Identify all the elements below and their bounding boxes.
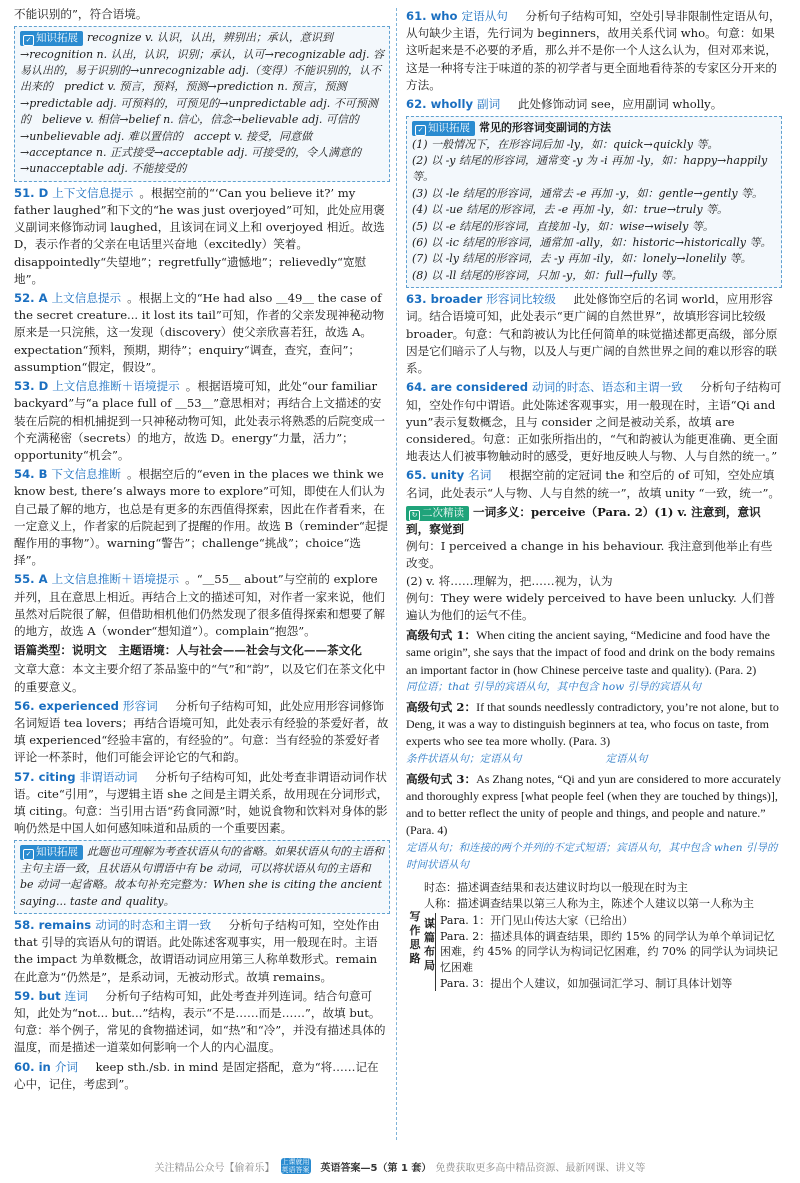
footer-right-text: 免费获取更多高中精品资源、最新网课、讲义等	[435, 1162, 646, 1174]
column-divider	[396, 8, 397, 1140]
outline-person: 人称：描述调查结果以第三人称为主，陈述个人建议以第一人称为主	[424, 896, 754, 910]
annotation: 同位语；that 引导的宾语从句，其中包含 how 引导的宾语从句	[406, 680, 702, 693]
intro-line: 不能识别的”，符合语境。	[14, 7, 148, 21]
answer-54: 54. B 下文信息推断 。根据空后的“even in the places we think we know best, there’s always more to explore”可知，即使在人们认为自己最了解的地方，也总是有更多的东西值得探索，因此在作者看来，在一定意义上，作者家的后院起到了提醒的作用。故选 B（reminder“起提醒作用的事物”）。warning“警告”；challenge“挑战”；choice“选择”。	[14, 467, 388, 568]
answer-62: 62. wholly 副词 此处修饰动词 see，应用副词 wholly。	[406, 97, 723, 112]
genre-line: 语篇类型：说明文 主题语境：人与社会——社会与文化——茶文化	[14, 643, 362, 658]
repeat-icon: ↻	[409, 510, 420, 521]
adverb-rules-list	[412, 137, 776, 285]
rule-item: (3) 以 -le 结尾的形容词，通常去 -e 再加 -y，如：gentle→gently 等。	[412, 186, 764, 200]
advanced-sentence-2: 高级句式 2：If that sounds needlessly contradictory, you’re not alone, but to Deng, it was a way to distinguish beginners at tea, who focus on taste, from experts who see tea more wholly. (Para. 3) 条件状语从句；定语从句 定语从句	[406, 699, 782, 768]
rule-item: (1) 一般情况下，在形容词后加 -ly，如：quick→quickly 等。	[412, 137, 719, 151]
knowledge-tag: ✓ 知识拓展	[20, 845, 83, 860]
outline-paragraphs	[435, 913, 782, 991]
outline-body	[424, 880, 782, 991]
answer-58: 58. remains 动词的时态和主谓一致 分析句子结构可知，空处作由 that 引导的宾语从句的谓语。此处陈述客观事实，用一般现在时。主语 the impact 为单数概念，故谓语动词应用第三人称单数形式。remain 在此意为“仍然是”，是系动词，无被动形式。故填 remains。	[14, 918, 380, 984]
answer-61: 61. who 定语从句 分析句子结构可知，空处引导非限制性定语从句，从句缺少主语，先行词为 beginners，故用关系代词 who。句意：如果这听起来是不必要的矛盾，那么并不是你一个人这么认为，但对邓来说，这是一种将专注于味道的茶的初学者与更全面地看待茶的专家区分开来的方法。	[406, 9, 781, 92]
advanced-sentence-3: 高级句式 3：As Zhang notes, “Qi and yun are considered to more accurately and thoroughly express [what people feel (when they are touched by things)], and to better reflect the unity of people and things, and people and nature.” (Para. 4) 定语从句；和连接的两个并列的不定式短语；宾语从句，其中包含 when 引导的时间状语从句	[406, 771, 782, 874]
polysemy-line: ↻ 二次精读 一词多义：perceive（Para. 2）(1) v. 注意到，意识到，察觉到	[406, 504, 761, 536]
sense-2: (2) v. 将……理解为，把……视为，认为	[406, 573, 613, 588]
publisher-logo: 上课就用 英语答案	[281, 1158, 310, 1174]
answer-51: 51. D 上下文信息提示 。根据空前的“‘Can you believe it?’ my father laughed”和下文的“he was just overjoyed”可知，此处应用褒义副词来修饰动词 laughed，且该词在词义上和 overjoyed 相近。故选 D，表示作者的父亲在电话里兴奋地（excitedly）笑着。disappointedly“失望地”；regretfully“遗憾地”；relievedly“宽慰地”。	[14, 185, 385, 286]
outline-side-label: 写作思路	[409, 909, 421, 965]
outline-structure-label: 谋篇布局	[424, 917, 435, 973]
answer-52: 52. A 上文信息提示 。根据上文的“He had also ＿49＿ the case of the secret creature... it lost its tail”可知，作者的父亲发现神秘动物原来是一只浣熊，这一发现（discovery）使父亲欣喜若狂，故选 A。expectation“预料，预期，期待”；enquiry“调查，查究，查问”；assumption“假定，假设”。	[14, 291, 385, 374]
answer-59: 59. but 连词 分析句子结构可知，此处考查并列连词。结合句意可知，此处为“not... but...”结构，表示“不是……而是……”，故填 but。句意：举个例子，常见的食物描述词，如“热”和“冷”，并没有描述具体的温度，而是描述一道菜如何影响一个人的内心温度。	[14, 988, 386, 1055]
knowledge-box-2	[14, 840, 390, 914]
answer-56: 56. experienced 形容词 分析句子结构可知，此处应用形容词修饰名词短语 tea lovers；再结合语境可知，此处表示有经验的茶爱好者，故填 experienced“经验丰富的，有经验的”。句意：当有经验的茶爱好者评论一杯茶时，他们可能会评论它的气和韵。	[14, 698, 389, 765]
outline-para-2: Para. 2：描述具体的调查结果，即约 15% 的同学认为单个单词记忆困难，约 45% 的同学认为构词记忆困难，约 70% 的同学认为词块记忆困难	[440, 929, 778, 974]
footer-page-label: 英语答案—5（第 1 套）	[320, 1162, 432, 1174]
annotation: 条件状语从句；定语从句 定语从句	[406, 752, 648, 765]
outline-tense: 时态：描述调查结果和表达建议时均以一般现在时为主	[424, 880, 688, 894]
outline-structure	[424, 913, 782, 991]
rule-item: (6) 以 -ic 结尾的形容词，通常加 -ally，如：historic→historically 等。	[412, 236, 772, 250]
example-2: 例句：They were widely perceived to have been unlucky. 人们普遍认为他们的运气不佳。	[406, 590, 776, 622]
answer-60: 60. in 介词 keep sth./sb. in mind 是固定搭配，意为“将……记在心中，记住，考虑到”。	[14, 1059, 379, 1091]
rule-item: (8) 以 -ll 结尾的形容词，只加 -y，如：full→fully 等。	[412, 268, 683, 282]
knowledge-box-text: 此题也可理解为考查状语从句的省略。如果状语从句的主语和主句主语一致，且状语从句谓语中有 be 动词，可以将状语从句的主语和 be 动词一起省略。故本句补充完整为：When she is citing the ancient saying... taste and quality。	[20, 845, 384, 908]
knowledge-tag: ✓ 知识拓展	[20, 31, 83, 46]
answer-63: 63. broader 形容词比较级 此处修饰空后的名词 world，应用形容词。结合语境可知，此处表示“更广阔的自然世界”，故填形容词比较级 broader。句意：气和韵被认为比任何简单的味觉描述都更高级，部分原因是它们暗示了人与物，以及人与更广阔的自然世界之间的难以形容的联系。	[406, 292, 778, 376]
answer-57: 57. citing 非谓语动词 分析句子结构可知，此处考查非谓语动词作状语。cite“引用”，与逻辑主语 she 之间是主谓关系，故用现在分词形式，填 citing。句意：当引用古语“药食同源”时，她说食物和饮料对身体的影响仍然是中国人如何感知味道和品质的一个重要因素。	[14, 769, 389, 836]
answer-65: 65. unity 名词 根据空前的定冠词 the 和空后的 of 可知，空处应填名词，此处表示“人与物、人与自然的统一”，故填 unity “一致，统一”。	[406, 468, 780, 500]
book-icon: ✓	[415, 125, 426, 136]
answer-55: 55. A 上文信息推断＋语境提示 。“＿55＿ about”与空前的 explore 并列，且在意思上相近。再结合上文的描述可知，对作者一家来说，他们虽然对后院很了解，但借助相机他们仍然发现了很多值得探索和想要了解的地方，故选 A（wonder“想知道”）。complain“抱怨”。	[14, 572, 386, 638]
footer-left-text: 关注精品公众号【偷着乐】	[154, 1162, 275, 1174]
summary-line: 文章大意：本文主要介绍了茶品鉴中的“气”和“韵”，以及它们在茶文化中的重要意义。	[14, 662, 386, 694]
rule-item: (7) 以 -ly 结尾的形容词，去 -y 再加 -ily，如：lonely→lonelily 等。	[412, 252, 752, 266]
answer-64: 64. are considered 动词的时态、语态和主谓一致 分析句子结构可知，空处作句中谓语。此处陈述客观事实，用一般现在时，主语“Qi and yun”表示复数概念，且与 consider 之间是被动关系，故填 are considered。句意：正如张所指出的，“气和韵被认为能更准确、更全面地表达人们被事物触动时的感受，更好地反映人与物、人与自然的统一。”	[406, 380, 782, 464]
knowledge-tag: ✓ 知识拓展	[412, 121, 475, 136]
answer-53: 53. D 上文信息推断＋语境提示 。根据语境可知，此处“our familiar backyard”与“a place full of ＿53＿”意思相对；再结合上文描述的安装在后院的相机捕捉到一只神秘动物可知，此处表示将熟悉的后院变成一个充满秘密（secrets）的地方，故选 D。energy“力量，活力”；opportunity“机会”。	[14, 379, 386, 462]
example-1: 例句：I perceived a change in his behaviour. 我注意到他举止有些改变。	[406, 539, 773, 571]
left-column	[14, 6, 390, 1146]
knowledge-box-3	[406, 116, 782, 288]
right-column	[406, 6, 782, 1146]
book-icon: ✓	[23, 849, 34, 860]
knowledge-box-title: 常见的形容词变副词的方法	[479, 121, 611, 135]
rule-item: (4) 以 -ue 结尾的形容词，去 -e 再加 -ly，如：true→truly 等。	[412, 203, 729, 217]
rule-item: (2) 以 -y 结尾的形容词，通常变 -y 为 -i 再加 -ly，如：happy→happily 等。	[412, 154, 768, 184]
book-icon: ✓	[23, 35, 34, 46]
rule-item: (5) 以 -e 结尾的形容词，直接加 -ly，如：wise→wisely 等。	[412, 219, 714, 233]
outline-para-3: Para. 3：提出个人建议，如加强词汇学习、制订具体计划等	[440, 976, 733, 990]
review-tag: ↻ 二次精读	[406, 506, 469, 521]
advanced-sentence-1: 高级句式 1：When citing the ancient saying, “Medicine and food have the same origin”, she says that the impact of food and drink on the body remains an important factor in (how Chinese perceive taste and quality). (Para. 2) 同位语；that 引导的宾语从句，其中包含 how 引导的宾语从句	[406, 627, 782, 696]
knowledge-box-text: recognize v. 认识，认出，辨别出；承认，意识到→recognition n. 认出，认识，识别；承认，认可→recognizable adj. 容易认出的，易于识别的→unrecognizable adj.（变得）不能识别的，认不出来的 predict v. 预言，预料，预测→prediction n. 预言，预测→predictable adj. 可预料的，可预见的→unpredictable adj. 不可预测的 believe v. 相信→belief n. 信心，信念→believable adj. 可信的→unbelievable adj. 难以置信的 accept v. 接受，同意做→acceptance n. 正式接受→acceptable adj. 可接受的，令人满意的→unacceptable adj. 不能接受的	[20, 31, 384, 176]
writing-outline	[406, 880, 782, 991]
outline-para-1: Para. 1：开门见山传达大家（已给出）	[440, 914, 634, 928]
page-footer	[0, 1154, 800, 1178]
knowledge-box-1	[14, 26, 390, 182]
annotation: 定语从句；和连接的两个并列的不定式短语；宾语从句，其中包含 when 引导的时间状语从句	[406, 841, 778, 871]
